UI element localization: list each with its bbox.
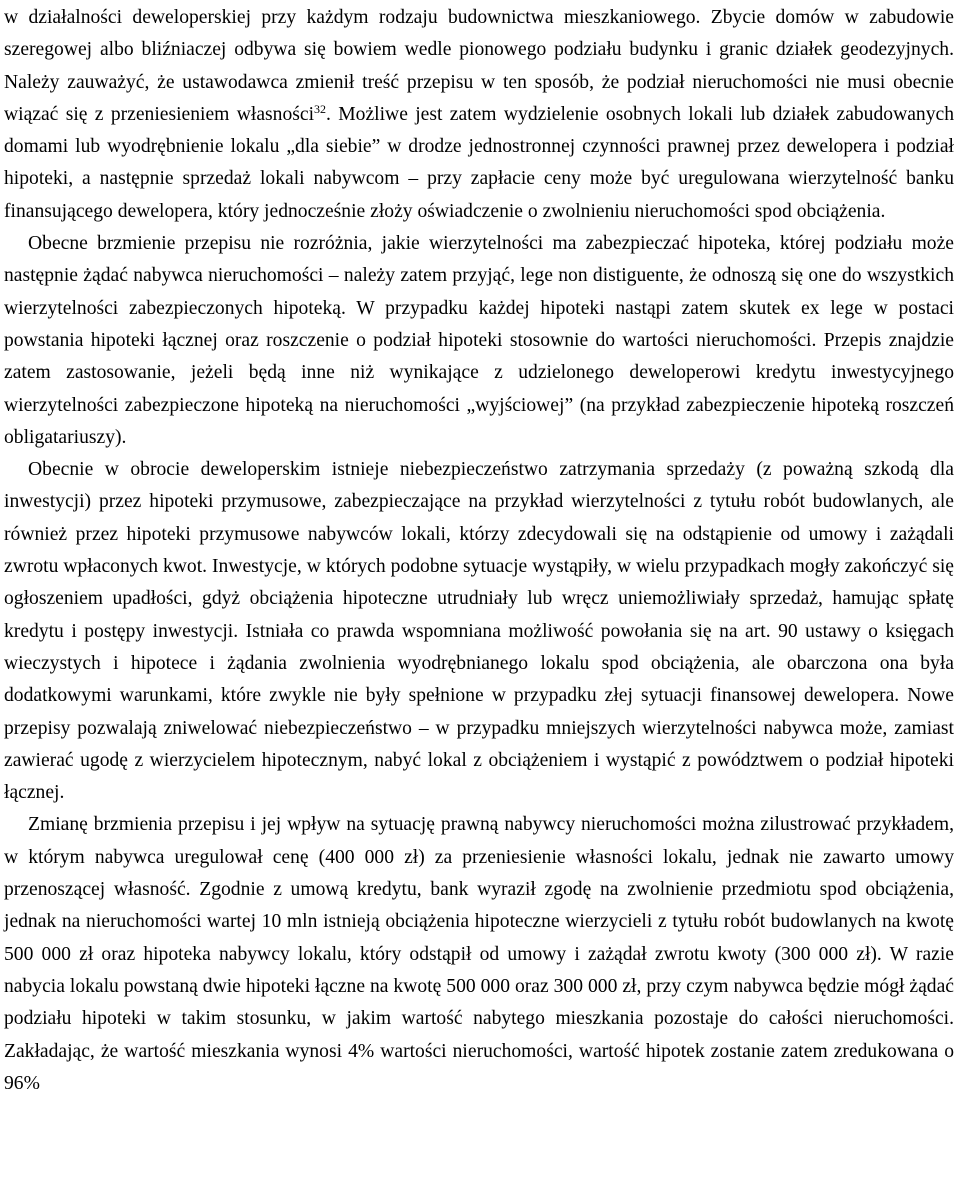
paragraph-2-text: Obecne brzmienie przepisu nie rozróżnia, jakie wierzytelności ma zabezpieczać hipoteka, której podziału może następnie żądać nabywca nieruchomości – należy zatem przyjąć, lege non distiguente, że odnoszą się one do wszystkich wierzytelności zabezpieczonych hipoteką. W przypadku każdej hipoteki nastąpi zatem skutek ex lege w postaci powstania hipoteki łącznej oraz roszczenie o podział hipoteki stosownie do wartości nieruchomości. Przepis znajdzie zatem zastosowanie, jeżeli będą inne niż wynikające z udzielonego deweloperowi kredytu inwestycyjnego wierzytelności zabezpieczone hipoteką na nieruchomości „wyjściowej” (na przykład zabezpieczenie hipoteką roszczeń obligatariuszy). — [4, 233, 954, 448]
paragraph-1-text-b: . Możliwe jest zatem wydzielenie osobnych lokali lub działek zabudowanych domami lub wyodrębnienie lokalu „dla siebie” w drodze jednostronnej czynności prawnej przez dewelopera i podział hipoteki, a następnie sprzedaż lokali nabywcom – przy zapłacie ceny może być uregulowana wierzytelność banku finansującego dewelopera, który jednocześnie złoży oświadczenie o zwolnieniu nieruchomości spod obciążenia. — [4, 103, 955, 222]
footnote-ref-32[interactable]: 32 — [314, 101, 327, 116]
paragraph-1-text-a: w działalności deweloperskiej przy każdym rodzaju budownictwa mieszkaniowego. Zbycie domów w zabudowie szeregowej albo bliźniaczej odbywa się bowiem wedle pionowego podziału budynku i granic działek geodezyjnych. Należy zauważyć, że ustawodawca zmienił treść przepisu w ten sposób, że podział nieruchomości nie musi obecnie wiązać się z przeniesieniem własności — [4, 7, 954, 125]
paragraph-4 — [4, 809, 954, 1100]
paragraph-1 — [4, 2, 954, 228]
paragraph-3 — [4, 454, 954, 809]
paragraph-3-text: Obecnie w obrocie deweloperskim istnieje niebezpieczeństwo zatrzymania sprzedaży (z poważną szkodą dla inwestycji) przez hipoteki przymusowe, zabezpieczające na przykład wierzytelności z tytułu robót budowlanych, ale również przez hipoteki przymusowe nabywców lokali, którzy zdecydowali się na odstąpienie od umowy i zażądali zwrotu wpłaconych kwot. Inwestycje, w których podobne sytuacje wystąpiły, w wielu przypadkach mogły zakończyć się ogłoszeniem upadłości, gdyż obciążenia hipoteczne utrudniały lub wręcz uniemożliwiały sprzedaż, hamując spłatę kredytu i postępy inwestycji. Istniała co prawda wspomniana możliwość powołania się na art. 90 ustawy o księgach wieczystych i hipotece i żądania zwolnienia wyodrębnianego lokalu spod obciążenia, ale obarczona ona była dodatkowymi warunkami, które zwykle nie były spełnione w przypadku złej sytuacji finansowej dewelopera. Nowe przepisy pozwalają zniwelować niebezpieczeństwo – w przypadku mniejszych wierzytelności nabywca może, zamiast zawierać ugodę z wierzycielem hipotecznym, nabyć lokal z obciążeniem i wystąpić z powództwem o podział hipoteki łącznej. — [4, 459, 954, 804]
paragraph-2 — [4, 228, 954, 454]
paragraph-4-text: Zmianę brzmienia przepisu i jej wpływ na sytuację prawną nabywcy nieruchomości można zilustrować przykładem, w którym nabywca uregulował cenę (400 000 zł) za przeniesienie własności lokalu, jednak nie zawarto umowy przenoszącej własność. Zgodnie z umową kredytu, bank wyraził zgodę na zwolnienie przedmiotu spod obciążenia, jednak na nieruchomości wartej 10 mln istnieją obciążenia hipoteczne wierzycieli z tytułu robót budowlanych na kwotę 500 000 zł oraz hipoteka nabywcy lokalu, który odstąpił od umowy i zażądał zwrotu kwoty (300 000 zł). W razie nabycia lokalu powstaną dwie hipoteki łączne na kwotę 500 000 oraz 300 000 zł, przy czym nabywca będzie mógł żądać podziału hipoteki w takim stosunku, w jakim wartość nabytego mieszkania pozostaje do całości nieruchomości. Zakładając, że wartość mieszkania wynosi 4% wartości nieruchomości, wartość hipotek zostanie zatem zredukowana o 96% — [4, 814, 954, 1094]
